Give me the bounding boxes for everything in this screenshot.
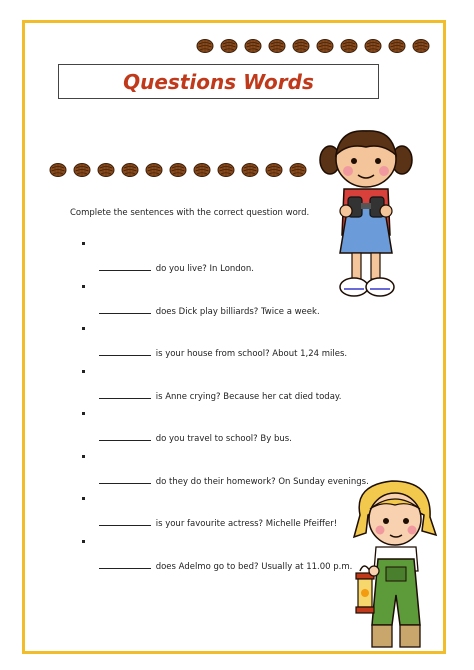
pinecone-icon: [315, 36, 335, 56]
pinecone-icon: [387, 36, 407, 56]
pinecone-icon: [144, 160, 164, 180]
pinecone-icon: [264, 160, 284, 180]
pinecone-icon: [195, 36, 215, 56]
bullet: [82, 455, 85, 458]
question-line: [99, 262, 254, 274]
question-line: [99, 432, 292, 444]
list-item: [82, 327, 372, 370]
pinecone-icon: [240, 160, 260, 180]
question-text: do you travel to school? By bus.: [155, 434, 292, 444]
pinecone-icon: [267, 36, 287, 56]
question-text: does Dick play billiards? Twice a week.: [155, 306, 320, 317]
list-item: [82, 285, 372, 328]
bullet: [82, 285, 85, 288]
pinecone-icon: [192, 160, 212, 180]
pinecone-icon: [288, 160, 308, 180]
answer-blank[interactable]: [99, 390, 151, 399]
question-text: is Anne crying? Because her cat died today.: [155, 391, 342, 402]
list-item: [82, 370, 372, 413]
question-text: do you live? In London.: [155, 264, 254, 274]
bullet: [82, 412, 85, 415]
pinecone-icon: [48, 160, 68, 180]
girl-with-lantern-icon: [350, 475, 440, 657]
instructions-text: Complete the sentences with the correct question word.: [70, 208, 310, 218]
pinecone-icon: [216, 160, 236, 180]
answer-blank[interactable]: [99, 475, 151, 484]
list-item: [82, 497, 372, 540]
question-text: do they do their homework? On Sunday evenings.: [155, 476, 369, 487]
bullet: [82, 540, 85, 543]
pinecone-icon: [96, 160, 116, 180]
answer-blank[interactable]: [99, 347, 151, 356]
pinecone-icon: [291, 36, 311, 56]
pinecone-icon: [363, 36, 383, 56]
pinecone-icon: [339, 36, 359, 56]
top-pinecone-row: [195, 36, 435, 56]
answer-blank[interactable]: [99, 517, 151, 526]
pinecone-icon: [243, 36, 263, 56]
list-item: [82, 412, 372, 455]
list-item: [82, 242, 372, 285]
question-text: is your house from school? About 1,24 miles.: [155, 349, 348, 359]
question-text: does Adelmo go to bed? Usually at 11.00 p.m.: [155, 561, 353, 572]
pinecone-icon: [219, 36, 239, 56]
pinecone-icon: [72, 160, 92, 180]
pinecone-icon: [411, 36, 431, 56]
question-line: [99, 305, 320, 317]
title-box: [58, 64, 379, 99]
question-text: is your favourite actress? Michelle Pfeiffer!: [155, 519, 338, 529]
answer-blank[interactable]: [99, 560, 151, 569]
question-line: [99, 347, 347, 359]
answer-blank[interactable]: [99, 305, 151, 314]
question-line: [99, 517, 337, 529]
list-item: [82, 455, 372, 498]
page-title: Questions Words: [123, 69, 314, 94]
question-line: [99, 560, 352, 572]
list-item: [82, 540, 372, 583]
bullet: [82, 242, 85, 245]
question-line: [99, 475, 369, 487]
pinecone-icon: [168, 160, 188, 180]
question-list: [82, 242, 372, 582]
question-line: [99, 390, 341, 402]
pinecone-icon: [120, 160, 140, 180]
answer-blank[interactable]: [99, 432, 151, 441]
bullet: [82, 370, 85, 373]
bullet: [82, 497, 85, 500]
answer-blank[interactable]: [99, 262, 151, 271]
middle-pinecone-row: [48, 160, 312, 180]
bullet: [82, 327, 85, 330]
